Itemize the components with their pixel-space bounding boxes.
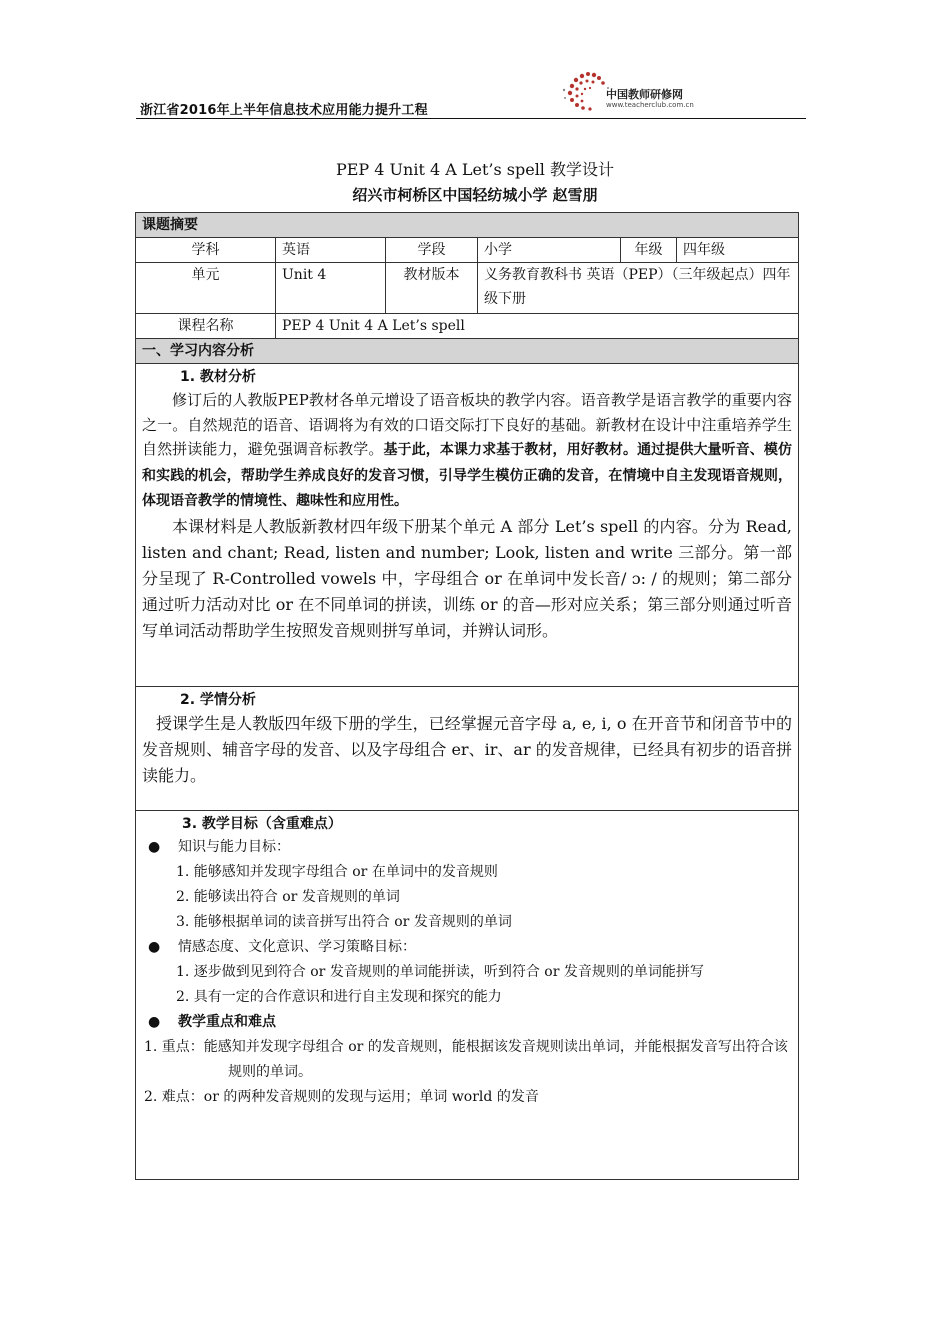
learner-analysis-paragraph: 授课学生是人教版四年级下册的学生，已经掌握元音字母 a, e, i, o 在开音节和闭音节中的发音规则、辅音字母的发音、以及字母组合 er、ir、ar 的发音规律，已经具有初步的语音拼读能力。 [142,714,792,785]
section-summary-heading: 课题摘要 [136,213,799,238]
goal-knowledge-item: 3. 能够根据单词的读音拼写出符合 or 发音规则的单词 [176,914,512,930]
grade-label: 年级 [621,238,677,263]
goal-attitude-item: 1. 逐步做到见到符合 or 发音规则的单词能拼读，听到符合 or 发音规则的单词能拼写 [176,964,704,980]
course-value: PEP 4 Unit 4 A Let’s spell [276,314,799,339]
teaching-goals-title: 3. 教学目标（含重难点） [182,816,342,832]
header-divider [136,118,806,119]
goal-knowledge-heading: ● 知识与能力目标： [144,835,792,860]
goal-attitude-heading: ● 情感态度、文化意识、学习策略目标： [144,935,792,960]
bullet-icon: ● [148,839,161,855]
unit-value: Unit 4 [276,263,386,314]
subject-label: 学科 [136,238,276,263]
key-point-text: 1. 重点：能感知并发现字母组合 or 的发音规则，能根据该发音规则读出单词，并能根据发音写出符合该规则的单词。 [144,1039,788,1080]
stage-value: 小学 [478,238,621,263]
bullet-icon: ● [148,1014,161,1030]
logo-url-text: www.teacherclub.com.cn [606,101,694,109]
key-points-heading: ● 教学重点和难点 [144,1010,792,1035]
logo-text: 中国教师研修网 [606,88,683,101]
material-content-paragraph: 本课材料是人教版新教材四年级下册某个单元 A 部分 Let’s spell 的内容。分为 Read, listen and chant; Read, listen and number; Look, listen and write 三部分。第一部分呈现了 R-Controlled vowels 中，字母组合 or 在单词中发长音/ ɔ: / 的规则；第二部分通过听力活动对比 or 在不同单词的拼读，训练 or 的音—形对应关系；第三部分则通过听音写单词活动帮助学生按照发音规则拼写单词，并辨认词形。 [142,516,792,640]
grade-value: 四年级 [677,238,799,263]
edition-value: 义务教育教科书 英语（PEP）（三年级起点）四年级下册 [478,263,799,314]
goal-knowledge-item: 2. 能够读出符合 or 发音规则的单词 [176,889,400,905]
teaching-goals-cell [136,811,799,1180]
textbook-analysis-emphasis: 基于此，本课力求基于教材，用好教材。通过提供大量听音、模仿和实践的机会，帮助学生养成良好的发音习惯，引导学生模仿正确的发音，在情境中自主发现语音规则，体现语音教学的情境性、趣味性和应用性。 [142,442,792,509]
section-analysis-heading: 一、学习内容分析 [136,339,799,364]
textbook-analysis-text: 修订后的人教版PEP教材各单元增设了语音板块的教学内容。语音教学是语言教学的重要内容之一。自然规范的语音、语调将为有效的口语交际打下良好的基础。新教材在设计中注重培养学生自然拼读能力，避免强调音标教学。 [142,391,792,458]
goal-knowledge-item: 1. 能够感知并发现字母组合 or 在单词中的发音规则 [176,864,498,880]
bullet-icon: ● [148,939,161,955]
course-label: 课程名称 [136,314,276,339]
lesson-plan-table [135,212,799,1180]
goal-attitude-item: 2. 具有一定的合作意识和进行自主发现和探究的能力 [176,989,502,1005]
learner-analysis-title: 2. 学情分析 [180,692,256,708]
unit-label: 单元 [136,263,276,314]
learner-analysis-cell [136,687,799,811]
document-title: PEP 4 Unit 4 A Let’s spell 教学设计 [335,160,615,179]
edition-label: 教材版本 [386,263,478,314]
document-author: 绍兴市柯桥区中国轻纺城小学 赵雪朋 [352,186,598,204]
textbook-analysis-cell [136,364,799,687]
textbook-analysis-paragraph [142,388,792,514]
stage-label: 学段 [386,238,478,263]
textbook-analysis-title: 1. 教材分析 [180,369,256,385]
difficulty-text: 2. 难点：or 的两种发音规则的发现与运用；单词 world 的发音 [144,1089,539,1105]
subject-value: 英语 [276,238,386,263]
header-project-title: 浙江省2016年上半年信息技术应用能力提升工程 [140,103,428,118]
